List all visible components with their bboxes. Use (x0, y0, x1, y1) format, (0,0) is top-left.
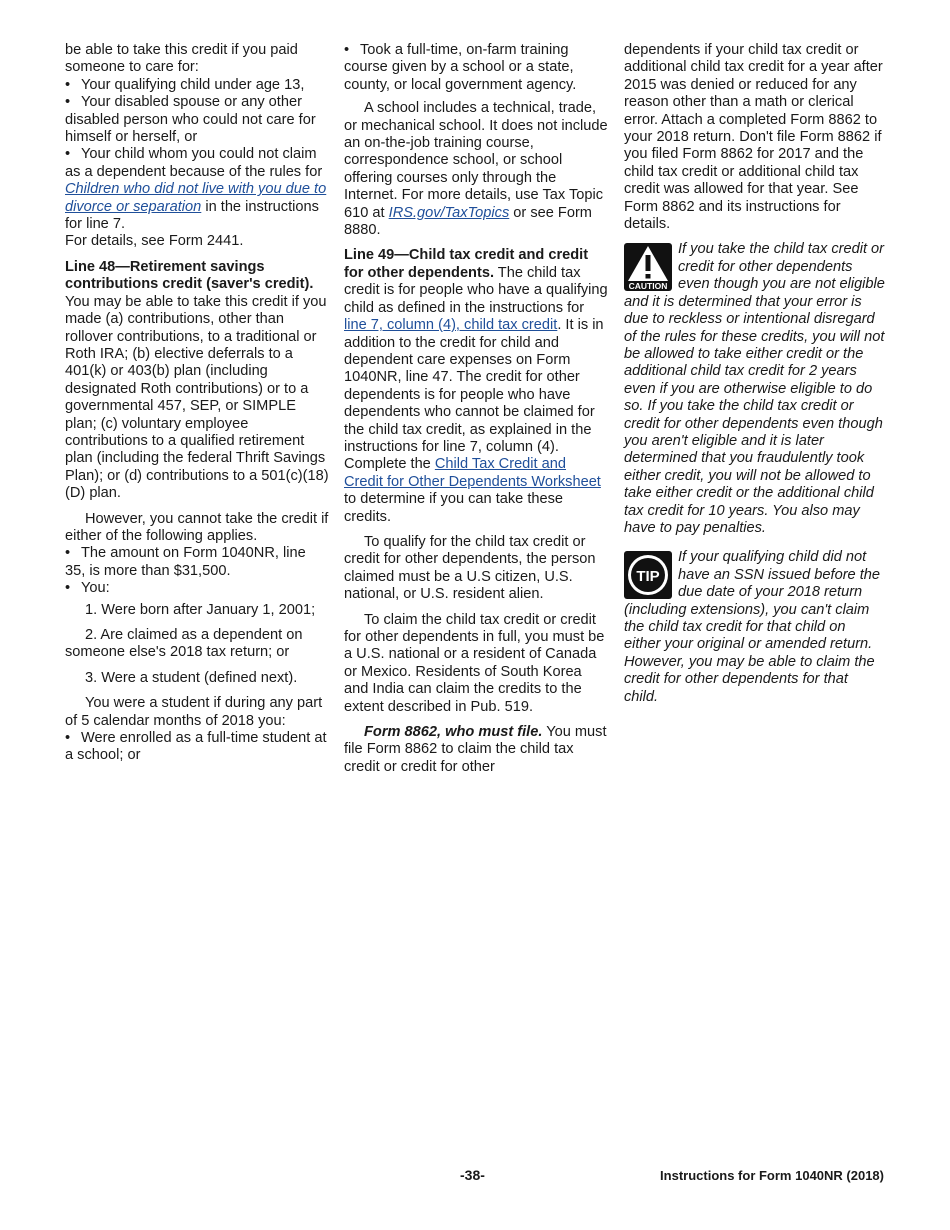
bullet-text: You: (81, 580, 110, 597)
bullet-icon: • (65, 580, 71, 597)
caution-icon (624, 243, 672, 291)
divorce-separation-link[interactable]: Children who did not live with you due to divorce or separation (65, 181, 327, 215)
bullet-text: Your disabled spouse or any other disabled person who could not care for himself or herself, or (65, 94, 316, 146)
line48-body: You may be able to take this credit if you made (a) contributions, other than rollover contributions, to a traditional or Roth IRA; (b) elective deferrals to a 401(k) or 403(b) plan (including designated Roth contributions) or to a governmental 457, SEP, or SIMPLE plan; (c) voluntary employee contributions to a qualified retirement plan (including the federal Thrift Savings Plan); or (d) contributions to a 501(c)(18)(D) plan. (65, 293, 329, 502)
bullet-item (65, 545, 329, 580)
bullet-item (65, 580, 329, 597)
form8862-body: You must file Form 8862 to claim the child tax credit or credit for other (344, 724, 607, 775)
bullet-item (344, 42, 608, 94)
line49-text: to determine if you can take these credits. (344, 491, 564, 525)
bullet-text: The amount on Form 1040NR, line 35, is more than $31,500. (65, 545, 306, 579)
caution-text: If you take the child tax credit or credit for other dependents even though you are not eligible and it is determined that your error is due to reckless or intentional disregard of the rules for these credits, you will not be allowed to take either credit or the additional child tax credit for 2 years even if you are otherwise eligible to do so. If you take the child tax credit or credit for other dependents even though you aren't eligible and it is later determined that you fraudulently took either credit, you will not be allowed to take either credit or the additional child tax credit for 10 years. You also may have to pay penalties. (624, 241, 885, 536)
line7-column4-link[interactable]: line 7, column (4), child tax credit (344, 317, 558, 334)
details-text: For details, see Form 2441. (65, 233, 244, 250)
worksheet-link[interactable]: Child Tax Credit and Credit for Other Dependents Worksheet (344, 456, 601, 490)
form8862-paragraph (344, 724, 608, 776)
line49-heading: Line 49—Child tax credit and credit for other dependents. (344, 247, 589, 281)
bullet-icon: • (65, 76, 71, 93)
student-text: You were a student if during any part of 5 calendar months of 2018 you: (65, 695, 323, 729)
bullet-text: Your qualifying child under age 13, (81, 76, 305, 93)
tip-icon (624, 551, 672, 599)
school-text: or see Form 8880. (344, 204, 592, 239)
line48-paragraph (65, 259, 329, 503)
school-text: A school includes a technical, trade, or mechanical school. It does not include an on-the-job training course, correspondence school, or school offering courses only through the Internet. For more details, use Tax Topic 610 at (344, 100, 608, 221)
form8862-heading: Form 8862, who must file. (364, 724, 543, 741)
bullet-text: Your child whom you could not claim as a dependent because of the rules for (65, 146, 323, 180)
bullet-text: Took a full-time, on-farm training course given by a school or a state, county, or local government agency. (344, 42, 577, 93)
bullet-icon: • (344, 42, 350, 58)
tax-topics-link[interactable]: IRS.gov/TaxTopics (388, 204, 510, 221)
tip-note (624, 549, 886, 706)
numbered-item: 3. Were a student (defined next). (85, 669, 298, 686)
tip-text: If your qualifying child did not have an SSN issued before the due date of your 2018 return (including extensions), you can't claim the child tax credit for that child on either your original or amended return. However, you may be able to claim the credit for other dependents for that child. (624, 549, 881, 705)
column-2 (344, 42, 608, 784)
column-1 (65, 42, 329, 765)
qualify-paragraph: To qualify for the child tax credit or credit for other dependents, the person claimed must be a U.S citizen, U.S. national, or U.S. resident alien. (344, 533, 596, 603)
intro-text: be able to take this credit if you paid someone to care for: (65, 42, 298, 76)
form8862-continued: dependents if your child tax credit or additional child tax credit for a year after 2015 was denied or reduced for any reason other than a math or clerical error. Attach a completed Form 8862 to your 2018 return. Don't file Form 8862 if you filed Form 8862 for 2017 and the child tax credit or additional child tax credit was allowed for that year. See Form 8862 and its instructions for details. (624, 42, 883, 233)
claim-paragraph: To claim the child tax credit or credit for other dependents in full, you must be a U.S. national or a resident of Canada or Mexico. Residents of South Korea and India can claim the credits to the extent described in Pub. 519. (344, 611, 605, 715)
school-paragraph (344, 100, 608, 239)
bullet-text: Were enrolled as a full-time student at a school; or (65, 730, 327, 764)
tip-label: TIP (636, 568, 660, 586)
bullet-icon: • (65, 730, 71, 747)
line49-paragraph (344, 247, 608, 526)
caution-label: CAUTION (628, 281, 668, 292)
numbered-item: 2. Are claimed as a dependent on someone else's 2018 tax return; or (65, 627, 303, 661)
line48-heading: Line 48—Retirement savings contributions credit (saver's credit). (65, 258, 314, 293)
bullet-text: in the instructions for line 7. (65, 198, 319, 233)
bullet-icon: • (65, 94, 71, 111)
document-title: Instructions for Form 1040NR (2018) (660, 1168, 884, 1183)
bullet-icon: • (65, 545, 71, 562)
numbered-item: 1. Were born after January 1, 2001; (85, 601, 316, 618)
bullet-item (65, 77, 329, 94)
bullet-item (65, 146, 329, 233)
line49-text: . It is in addition to the credit for child and dependent care expenses on Form 1040NR, line 47. The credit for other dependents is for people who have dependents who cannot be claimed for the child tax credit, as explained in the instructions for line 7, column (4). Complete the (344, 317, 604, 473)
line49-text: The child tax credit is for people who have a qualifying child as defined in the instructions for (344, 264, 608, 316)
column-3 (624, 42, 886, 718)
bullet-icon: • (65, 146, 71, 163)
page-number: -38- (460, 1167, 485, 1183)
bullet-item (65, 730, 329, 765)
bullet-item (65, 94, 329, 146)
however-text: However, you cannot take the credit if either of the following applies. (65, 510, 329, 544)
caution-note (624, 241, 886, 537)
